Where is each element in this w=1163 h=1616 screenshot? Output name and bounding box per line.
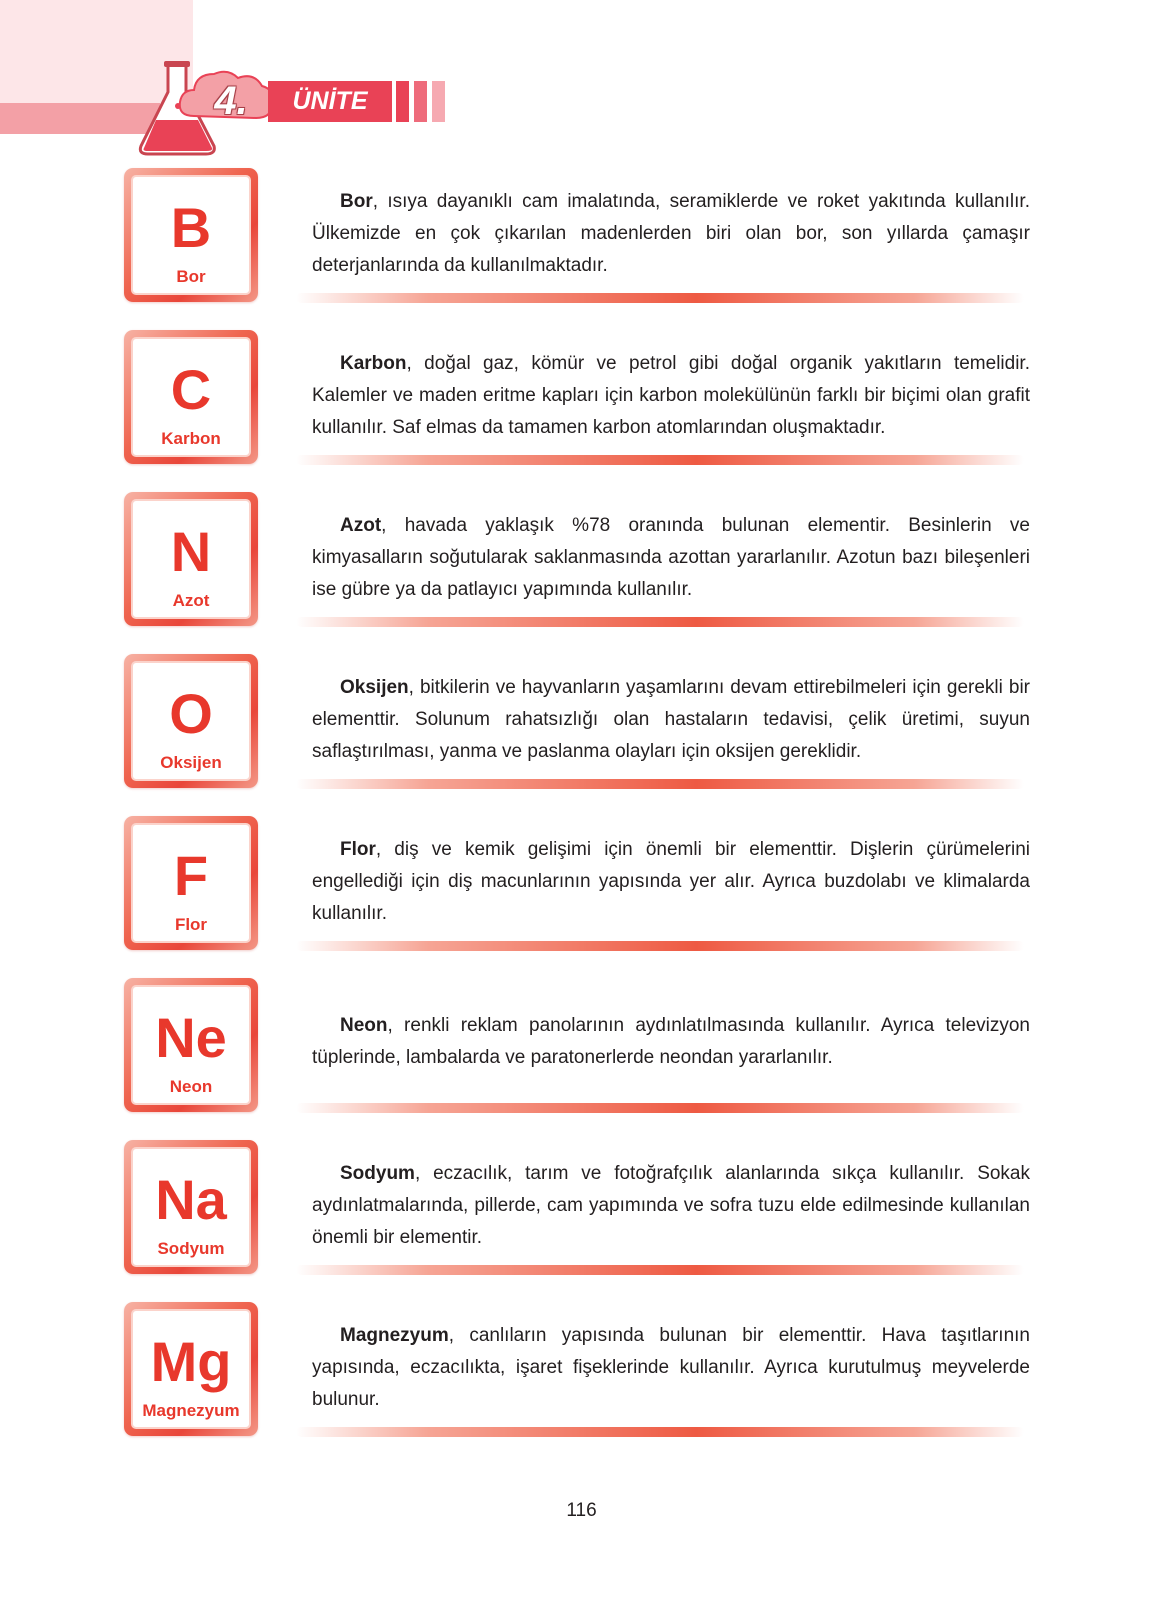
element-term: Bor [340, 191, 373, 212]
element-entry-boron [0, 168, 1163, 331]
page-number: 116 [566, 1500, 597, 1521]
element-name: Magnezyum [142, 1401, 240, 1420]
element-description [312, 1158, 1030, 1254]
element-entry-fluorine [0, 816, 1163, 979]
separator-line [296, 1427, 1024, 1437]
separator-line [296, 1265, 1024, 1275]
separator-line [296, 293, 1024, 303]
element-tile [124, 1302, 258, 1436]
element-name: Flor [174, 915, 208, 934]
header-stripe [414, 81, 427, 122]
element-symbol: N [170, 520, 212, 583]
element-description [312, 672, 1030, 768]
element-description [312, 186, 1030, 282]
element-tile [124, 492, 258, 626]
element-symbol: B [170, 196, 212, 259]
unit-number: 4. [214, 79, 248, 123]
element-description [312, 834, 1030, 930]
element-term: Neon [340, 1015, 388, 1036]
element-tile [124, 168, 258, 302]
element-text: , doğal gaz, kömür ve petrol gibi doğal organik yakıtların temelidir. Kalemler ve maden eritme kapları için karbon molekülünün farklı bir biçimi olan grafit kullanılır. Saf elmas da tamamen karbon atomlarından oluşmaktadır. [312, 353, 1030, 438]
header-stripe [432, 81, 445, 122]
element-name: Azot [172, 591, 210, 610]
element-term: Oksijen [340, 677, 409, 698]
element-entry-carbon [0, 330, 1163, 493]
element-text: , renkli reklam panolarının aydınlatılmasında kullanılır. Ayrıca televizyon tüplerinde, lambalarda ve paratonerlerde neondan yararlanılır. [312, 1015, 1030, 1068]
separator-line [296, 779, 1024, 789]
separator-line [296, 617, 1024, 627]
element-text: , bitkilerin ve hayvanların yaşamlarını devam ettirebilmeleri için gerekli bir elementtir. Solunum rahatsızlığı olan hastaların tedavisi, çelik üretimi, suyun saflaştırılması, yanma ve paslanma olayları için oksijen gereklidir. [312, 677, 1030, 762]
element-name: Bor [176, 267, 206, 286]
header-stripe [396, 81, 409, 122]
unit-label: ÜNİTE [268, 81, 392, 122]
element-text: , canlıların yapısında bulunan bir elementtir. Hava taşıtlarının yapısında, eczacılıkta, işaret fişeklerinde kullanılır. Ayrıca kurutulmuş meyvelerde bulunur. [312, 1325, 1030, 1410]
element-tile [124, 816, 258, 950]
element-symbol: Na [155, 1168, 227, 1231]
element-text: , diş ve kemik gelişimi için önemli bir elementtir. Dişlerin çürümelerini engellediği için diş macunlarının yapısında yer alır. Ayrıca buzdolabı ve klimalarda kullanılır. [312, 839, 1030, 924]
separator-line [296, 941, 1024, 951]
element-description [312, 1320, 1030, 1416]
element-term: Azot [340, 515, 382, 536]
element-symbol: C [170, 358, 212, 421]
element-description [312, 510, 1030, 606]
element-entry-magnesium [0, 1302, 1163, 1465]
element-tile [124, 1140, 258, 1274]
element-entry-oxygen [0, 654, 1163, 817]
element-term: Sodyum [340, 1163, 415, 1184]
element-symbol: Mg [150, 1330, 232, 1393]
element-symbol: Ne [155, 1006, 227, 1069]
element-tile [124, 978, 258, 1112]
element-term: Flor [340, 839, 376, 860]
element-text: , havada yaklaşık %78 oranında bulunan elementir. Besinlerin ve kimyasalların soğutularak saklanmasında azottan yararlanılır. Azotun bazı bileşenleri ise gübre ya da patlayıcı yapımında kullanılır. [312, 515, 1030, 600]
element-name: Sodyum [157, 1239, 225, 1258]
element-name: Neon [169, 1077, 213, 1096]
element-entry-neon [0, 978, 1163, 1141]
element-name: Oksijen [160, 753, 222, 772]
element-entry-nitrogen [0, 492, 1163, 655]
element-tile [124, 330, 258, 464]
element-term: Magnezyum [340, 1325, 449, 1346]
element-entry-sodium [0, 1140, 1163, 1303]
element-symbol: F [173, 844, 209, 907]
element-tile [124, 654, 258, 788]
element-description [312, 348, 1030, 444]
separator-line [296, 1103, 1024, 1113]
element-term: Karbon [340, 353, 407, 374]
separator-line [296, 455, 1024, 465]
element-description [312, 1010, 1030, 1074]
element-text: , eczacılık, tarım ve fotoğrafçılık alanlarında sıkça kullanılır. Sokak aydınlatmalarında, pillerde, cam yapımında ve sofra tuzu elde edilmesinde kullanılan önemli bir elementir. [312, 1163, 1030, 1248]
element-name: Karbon [161, 429, 221, 448]
element-symbol: O [169, 682, 213, 745]
element-text: , ısıya dayanıklı cam imalatında, seramiklerde ve roket yakıtında kullanılır. Ülkemizde en çok çıkarılan madenlerden biri olan bor, son yıllarda çamaşır deterjanlarında da kullanılmaktadır. [312, 191, 1030, 276]
